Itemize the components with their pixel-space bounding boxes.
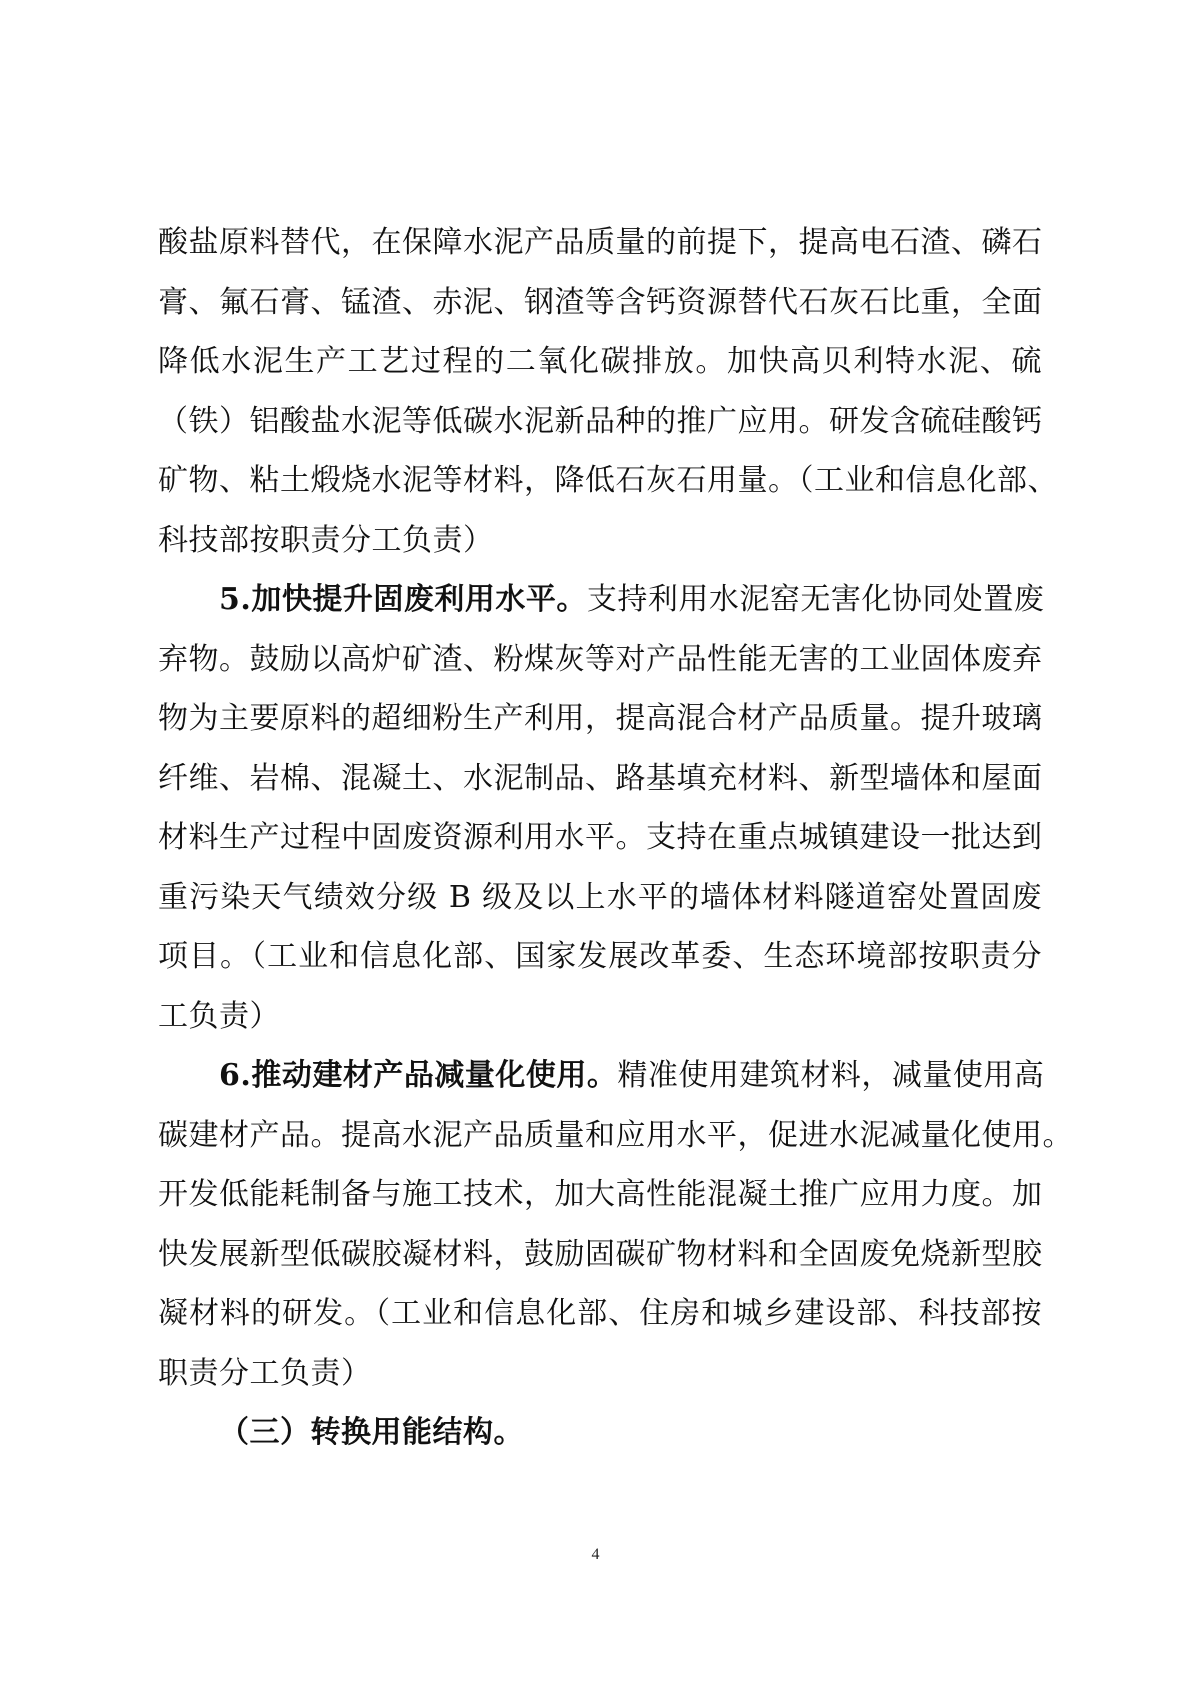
paragraph-first-line: [158, 570, 1045, 630]
body-line: 项目。（工业和信息化部、国家发展改革委、生态环境部按职责分: [158, 939, 1042, 974]
body-line: 膏、氟石膏、锰渣、赤泥、钢渣等含钙资源替代石灰石比重，全面: [158, 284, 1043, 320]
body-line: 重污染天气绩效分级 B 级及以上水平的墙体材料隧道窑处置固废: [158, 879, 1042, 915]
item-heading: 6.推动建材产品减量化使用。: [219, 1058, 618, 1093]
body-line: 降低水泥生产工艺过程的二氧化碳排放。加快高贝利特水泥、硫: [158, 344, 1042, 379]
body-line: 快发展新型低碳胶凝材料，鼓励固碳矿物材料和全固废免烧新型胶: [158, 1236, 1043, 1272]
body-text: 支持利用水泥窑无害化协同处置废: [586, 582, 1045, 617]
body-line: 职责分工负责）: [158, 1355, 372, 1391]
document-body: [158, 213, 1073, 1463]
body-line: 物为主要原料的超细粉生产利用，提高混合材产品质量。提升玻璃: [158, 701, 1043, 736]
body-line: 科技部按职责分工负责）: [158, 522, 494, 558]
paragraph-first-line: [158, 1046, 1045, 1106]
body-line: 工负责）: [158, 998, 280, 1034]
body-line: 开发低能耗制备与施工技术，加大高性能混凝土推广应用力度。加: [158, 1177, 1043, 1212]
body-line: 碳建材产品。提高水泥产品质量和应用水平，促进水泥减量化使用。: [158, 1117, 1073, 1153]
body-line: 矿物、粘土煅烧水泥等材料，降低石灰石用量。（工业和信息化部、: [158, 463, 1058, 498]
item-heading: 5.加快提升固废利用水平。: [219, 582, 587, 617]
body-line: 凝材料的研发。（工业和信息化部、住房和城乡建设部、科技部按: [158, 1296, 1042, 1331]
body-text: 精准使用建筑材料，减量使用高: [617, 1058, 1045, 1093]
page-number: 4: [591, 1546, 600, 1563]
body-line: 酸盐原料替代，在保障水泥产品质量的前提下，提高电石渣、磷石: [158, 225, 1043, 260]
body-line: 弃物。鼓励以高炉矿渣、粉煤灰等对产品性能无害的工业固体废弃: [158, 641, 1043, 677]
section-heading: （三）转换用能结构。: [219, 1415, 524, 1450]
body-line: 材料生产过程中固废资源利用水平。支持在重点城镇建设一批达到: [158, 820, 1043, 855]
body-line: （铁）铝酸盐水泥等低碳水泥新品种的推广应用。研发含硫硅酸钙: [158, 403, 1043, 439]
body-line: 纤维、岩棉、混凝土、水泥制品、路基填充材料、新型墙体和屋面: [158, 760, 1043, 796]
